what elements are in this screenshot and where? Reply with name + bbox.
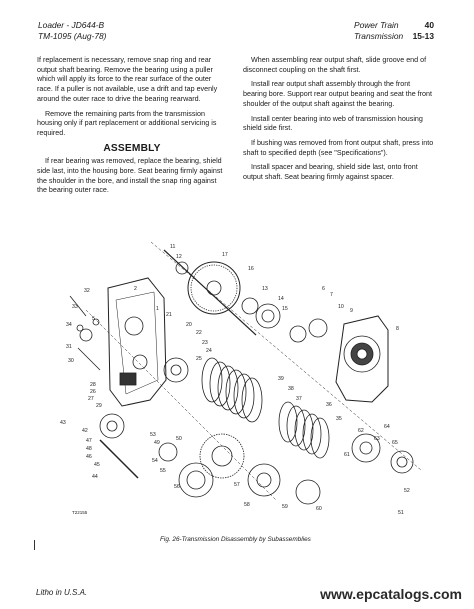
svg-text:42: 42: [82, 428, 88, 434]
svg-text:22: 22: [196, 330, 202, 336]
paragraph: Remove the remaining parts from the transmission housing only if part replacement or additional servicing is required.: [37, 109, 217, 137]
transmission-exploded-diagram: [26, 230, 446, 522]
svg-text:1: 1: [156, 306, 159, 312]
svg-text:14: 14: [278, 296, 284, 302]
svg-text:28: 28: [90, 382, 96, 388]
header-left: [38, 20, 106, 42]
svg-text:39: 39: [278, 376, 284, 382]
svg-text:46: 46: [86, 454, 92, 460]
svg-text:11: 11: [170, 244, 176, 250]
svg-text:43: 43: [60, 420, 66, 426]
svg-text:27: 27: [88, 396, 94, 402]
svg-text:8: 8: [396, 326, 399, 332]
svg-text:7: 7: [330, 292, 333, 298]
svg-text:61: 61: [344, 452, 350, 458]
figure-code: T22155: [72, 510, 88, 515]
paragraph: Install spacer and bearing, shield side last, onto front output shaft. Seat bearing firmly against spacer.: [243, 163, 418, 182]
svg-text:58: 58: [244, 502, 250, 508]
svg-text:57: 57: [234, 482, 240, 488]
svg-text:12: 12: [176, 254, 182, 260]
svg-text:32: 32: [84, 288, 90, 294]
svg-text:33: 33: [72, 304, 78, 310]
subsection-title: Transmission: [354, 31, 404, 41]
svg-text:63: 63: [374, 436, 380, 442]
svg-text:49: 49: [154, 440, 160, 446]
manual-title: Loader - JD644-B: [38, 20, 105, 30]
svg-text:38: 38: [288, 386, 294, 392]
page-number: 40: [424, 20, 434, 30]
svg-text:48: 48: [86, 446, 92, 452]
svg-text:64: 64: [384, 424, 390, 430]
svg-text:26: 26: [90, 389, 96, 395]
clutch-pack: [202, 358, 262, 422]
svg-text:10: 10: [338, 304, 344, 310]
svg-text:31: 31: [66, 344, 72, 350]
svg-text:65: 65: [392, 440, 398, 446]
svg-text:35: 35: [336, 416, 342, 422]
svg-text:2: 2: [134, 286, 137, 292]
section-heading: ASSEMBLY: [103, 142, 161, 154]
svg-text:29: 29: [96, 403, 102, 409]
svg-text:6: 6: [322, 286, 325, 292]
paragraph: When assembling rear output shaft, slide groove end of disconnect coupling on the shaft first.: [243, 56, 427, 74]
svg-text:23: 23: [202, 340, 208, 346]
callout-labels: [60, 244, 410, 516]
svg-text:54: 54: [152, 458, 158, 464]
svg-text:45: 45: [94, 462, 100, 468]
paragraph: Install rear output shaft assembly through the front bearing bore. Support rear output bearing and seat the front shoulder of the output shaft against the bearing.: [243, 80, 432, 108]
svg-text:37: 37: [296, 396, 302, 402]
svg-text:47: 47: [86, 438, 92, 444]
svg-text:17: 17: [222, 252, 228, 258]
svg-text:13: 13: [262, 286, 268, 292]
svg-text:55: 55: [160, 468, 166, 474]
svg-text:44: 44: [92, 474, 98, 480]
svg-text:25: 25: [196, 356, 202, 362]
svg-text:16: 16: [248, 266, 254, 272]
svg-text:20: 20: [186, 322, 192, 328]
header-right: [354, 20, 434, 42]
manual-code: TM-1095 (Aug-78): [38, 31, 107, 41]
left-column: [37, 56, 227, 201]
svg-text:62: 62: [358, 428, 364, 434]
svg-text:53: 53: [150, 432, 156, 438]
svg-text:30: 30: [68, 358, 74, 364]
litho-footer: Litho in U.S.A.: [36, 588, 88, 597]
svg-text:24: 24: [206, 348, 212, 354]
svg-text:34: 34: [66, 322, 72, 328]
svg-text:52: 52: [404, 488, 410, 494]
svg-text:50: 50: [176, 436, 182, 442]
paragraph: If replacement is necessary, remove snap ring and rear output shaft bearing. Remove the bearing using a puller which will apply its force to the rear surface of the outer race. If a puller is not available, use a drift and tap evenly around the outer race to drive the bearing rearward.: [37, 56, 218, 103]
svg-text:36: 36: [326, 402, 332, 408]
svg-text:21: 21: [166, 312, 172, 318]
paragraph: If rear bearing was removed, replace the bearing, shield side last, into the housing bore. Seat bearing firmly against the shoulder in the bore, and install the snap ring against the bearing outer race.: [37, 157, 223, 195]
figure-caption: Fig. 26-Transmission Disassembly by Subassemblies: [160, 536, 311, 543]
section-title-line: [354, 20, 434, 31]
svg-text:5: 5: [92, 316, 95, 322]
svg-text:9: 9: [350, 308, 353, 314]
svg-text:56: 56: [174, 484, 180, 490]
watermark: www.epcatalogs.com: [320, 586, 462, 602]
svg-text:59: 59: [282, 504, 288, 510]
subsection-line: [354, 31, 434, 42]
svg-text:15: 15: [282, 306, 288, 312]
paragraph: If bushing was removed from front output shaft, press into shaft to specified depth (see "Specifications").: [243, 138, 434, 157]
svg-text:51: 51: [398, 510, 404, 516]
margin-mark: [34, 540, 35, 550]
paragraph: Install center bearing into web of transmission housing shield side first.: [243, 114, 423, 133]
section-title: Power Train: [354, 20, 399, 30]
diagram-svg: [26, 230, 446, 522]
right-column: [243, 56, 435, 188]
svg-text:60: 60: [316, 506, 322, 512]
section-number: 15-13: [412, 31, 434, 41]
